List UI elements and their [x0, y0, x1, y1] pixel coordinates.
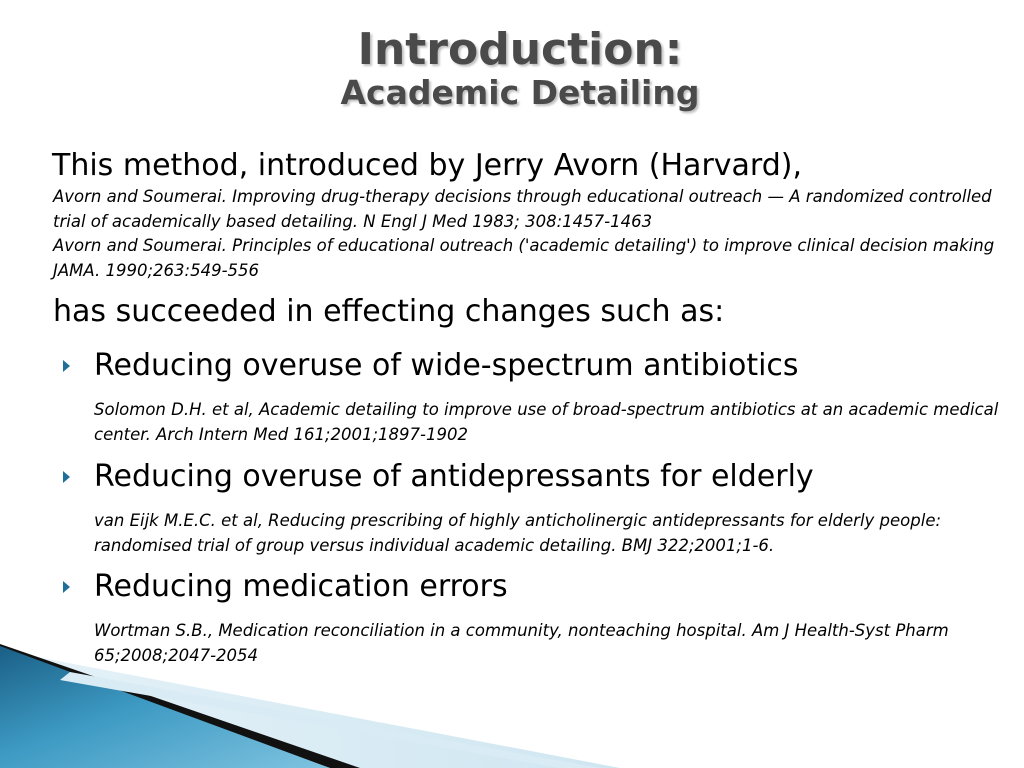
bullet-arrow-icon [63, 471, 70, 483]
bullet-reference [94, 509, 1014, 558]
bullet-text: Reducing overuse of antidepressants for elderly [94, 459, 814, 494]
intro-text: This method, introduced by Jerry Avorn (Harvard), [52, 148, 802, 183]
bullet-reference [94, 398, 1014, 447]
decorative-swoosh [0, 630, 1024, 768]
top-references [53, 185, 1013, 283]
bullet-text: Reducing medication errors [94, 569, 508, 604]
bullet-arrow-icon [63, 360, 70, 372]
slide-subtitle: Academic Detailing [340, 73, 700, 112]
bullet-arrow-icon [63, 581, 70, 593]
reference-avorn-1990: Avorn and Soumerai. Principles of educational outreach ('academic detailing') to improve clinical decision making JAMA. 1990;263:549-556 [53, 236, 995, 280]
reference-wortman: Wortman S.B., Medication reconciliation in a community, nonteaching hospital. Am J Health-Syst Pharm 65;2008;2047-2054 [94, 621, 949, 665]
reference-solomon: Solomon D.H. et al, Academic detailing to improve use of broad-spectrum antibiotics at an academic medical center. Arch Intern Med 161;2001;1897-1902 [94, 400, 999, 444]
reference-avorn-1983: Avorn and Soumerai. Improving drug-therapy decisions through educational outreach — A randomized controlled trial of academically based detailing. N Engl J Med 1983; 308:1457-1463 [53, 187, 992, 231]
reference-van-eijk: van Eijk M.E.C. et al, Reducing prescribing of highly anticholinergic antidepressants for elderly people: randomised trial of group versus individual academic detailing. BMJ 322;2001;1-6. [94, 511, 942, 555]
slide-title: Introduction: [357, 24, 683, 75]
bullet-text: Reducing overuse of wide-spectrum antibiotics [94, 348, 799, 383]
slide-title-block [0, 24, 1024, 112]
changes-text: has succeeded in effecting changes such as: [53, 294, 725, 329]
